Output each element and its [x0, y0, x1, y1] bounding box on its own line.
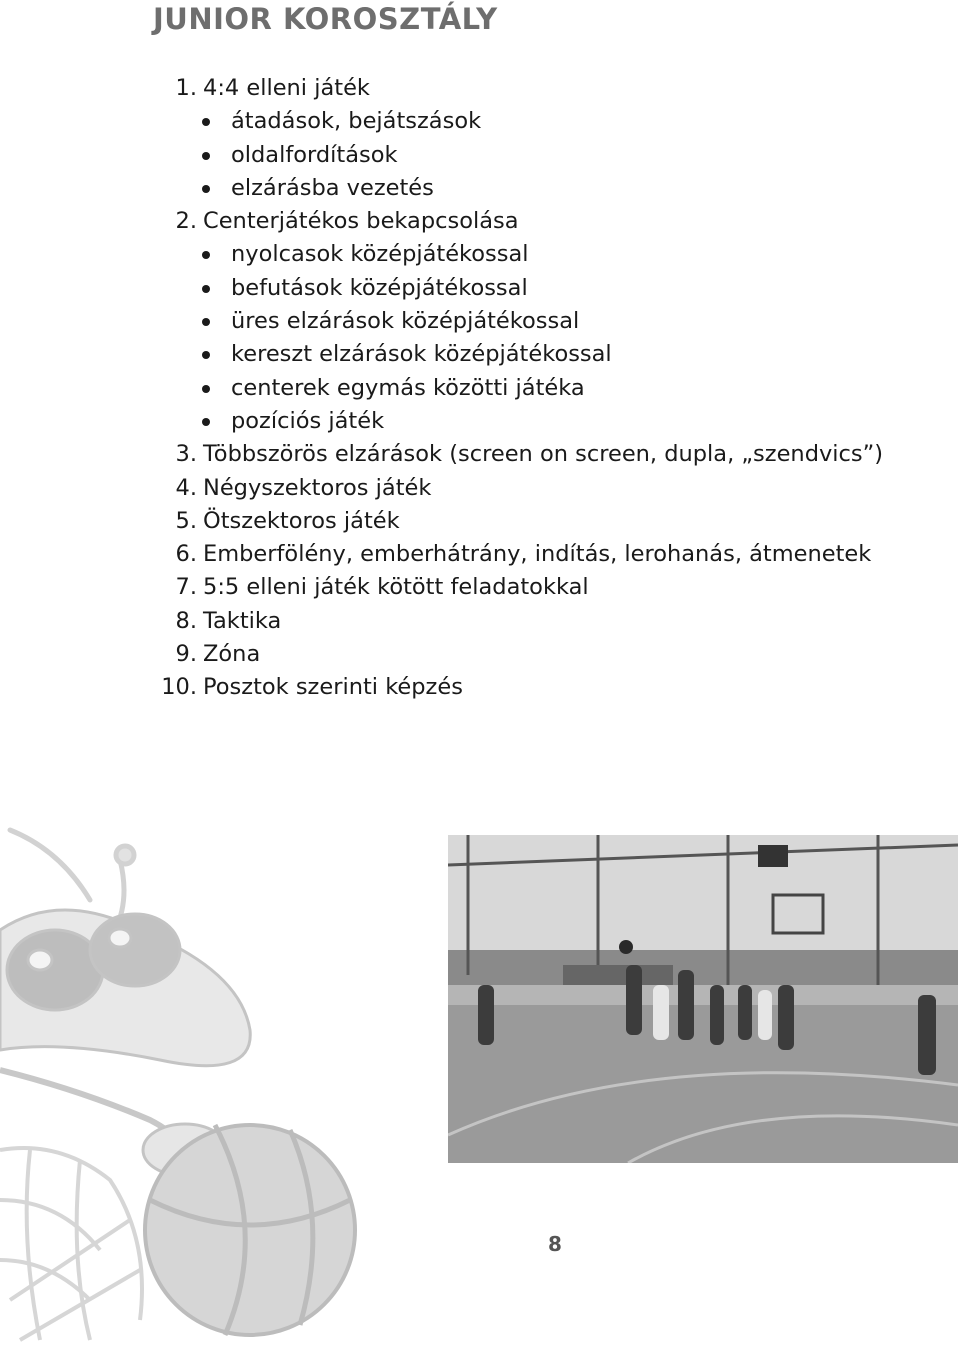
bullet-icon	[202, 351, 210, 359]
item-number: 4.	[175, 474, 197, 501]
list-item	[0, 538, 960, 571]
bullet-icon	[202, 285, 210, 293]
sub-item-text: kereszt elzárások középjátékossal	[231, 341, 612, 368]
item-text: 5:5 elleni játék kötött feladatokkal	[203, 574, 589, 601]
item-number: 7.	[175, 574, 197, 601]
page-number: 8	[548, 1232, 562, 1256]
sub-list-item	[0, 172, 960, 205]
training-list	[0, 72, 960, 705]
item-text: Taktika	[203, 607, 282, 634]
sub-list-item	[0, 105, 960, 138]
sub-list-item	[0, 272, 960, 305]
sub-item-text: centerek egymás közötti játéka	[231, 374, 585, 401]
bullet-icon	[202, 152, 210, 160]
item-number: 2.	[175, 208, 197, 235]
sub-item-text: pozíciós játék	[231, 407, 385, 434]
sub-item-text: befutások középjátékossal	[231, 274, 528, 301]
item-number: 9.	[175, 641, 197, 668]
item-number: 1.	[175, 75, 197, 101]
bullet-icon	[202, 118, 210, 126]
item-text: Posztok szerinti képzés	[203, 674, 463, 701]
basketball-photo	[448, 835, 958, 1163]
list-item	[0, 605, 960, 638]
sub-item-text: üres elzárások középjátékossal	[231, 308, 580, 335]
item-number: 6.	[175, 541, 197, 568]
list-item	[0, 472, 960, 505]
sub-list-item	[0, 405, 960, 438]
list-item	[0, 205, 960, 238]
sub-list-item	[0, 139, 960, 172]
mascot-illustration	[0, 820, 440, 1347]
list-item	[0, 638, 960, 671]
list-item	[0, 505, 960, 538]
sub-item-text: oldalfordítások	[231, 141, 398, 168]
item-text: Emberfölény, emberhátrány, indítás, lerohanás, átmenetek	[203, 541, 872, 568]
sub-list-item	[0, 238, 960, 271]
item-number: 8.	[175, 607, 197, 634]
sub-item-text: nyolcasok középjátékossal	[231, 241, 529, 268]
list-item	[0, 438, 960, 471]
bullet-icon	[202, 185, 210, 193]
bullet-icon	[202, 385, 210, 393]
item-text: Ötszektoros játék	[203, 507, 400, 534]
list-item	[0, 671, 960, 704]
sub-item-text: átadások, bejátszások	[231, 108, 482, 135]
item-text: 4:4 elleni játék	[203, 75, 370, 101]
item-text: Többszörös elzárások (screen on screen, dupla, „szendvics”)	[203, 441, 884, 468]
item-text: Zóna	[203, 641, 261, 668]
item-number: 10.	[161, 674, 197, 701]
bullet-icon	[202, 318, 210, 326]
bullet-icon	[202, 418, 210, 426]
sub-list-item	[0, 372, 960, 405]
list-item	[0, 571, 960, 604]
item-text: Négyszektoros játék	[203, 474, 432, 501]
page-title: JUNIOR KOROSZTÁLY	[153, 2, 498, 36]
list-item	[0, 72, 960, 105]
bullet-icon	[202, 251, 210, 259]
sub-item-text: elzárásba vezetés	[231, 174, 434, 201]
item-number: 5.	[175, 507, 197, 534]
sub-list-item	[0, 338, 960, 371]
item-text: Centerjátékos bekapcsolása	[203, 208, 519, 235]
item-number: 3.	[175, 441, 197, 468]
sub-list-item	[0, 305, 960, 338]
